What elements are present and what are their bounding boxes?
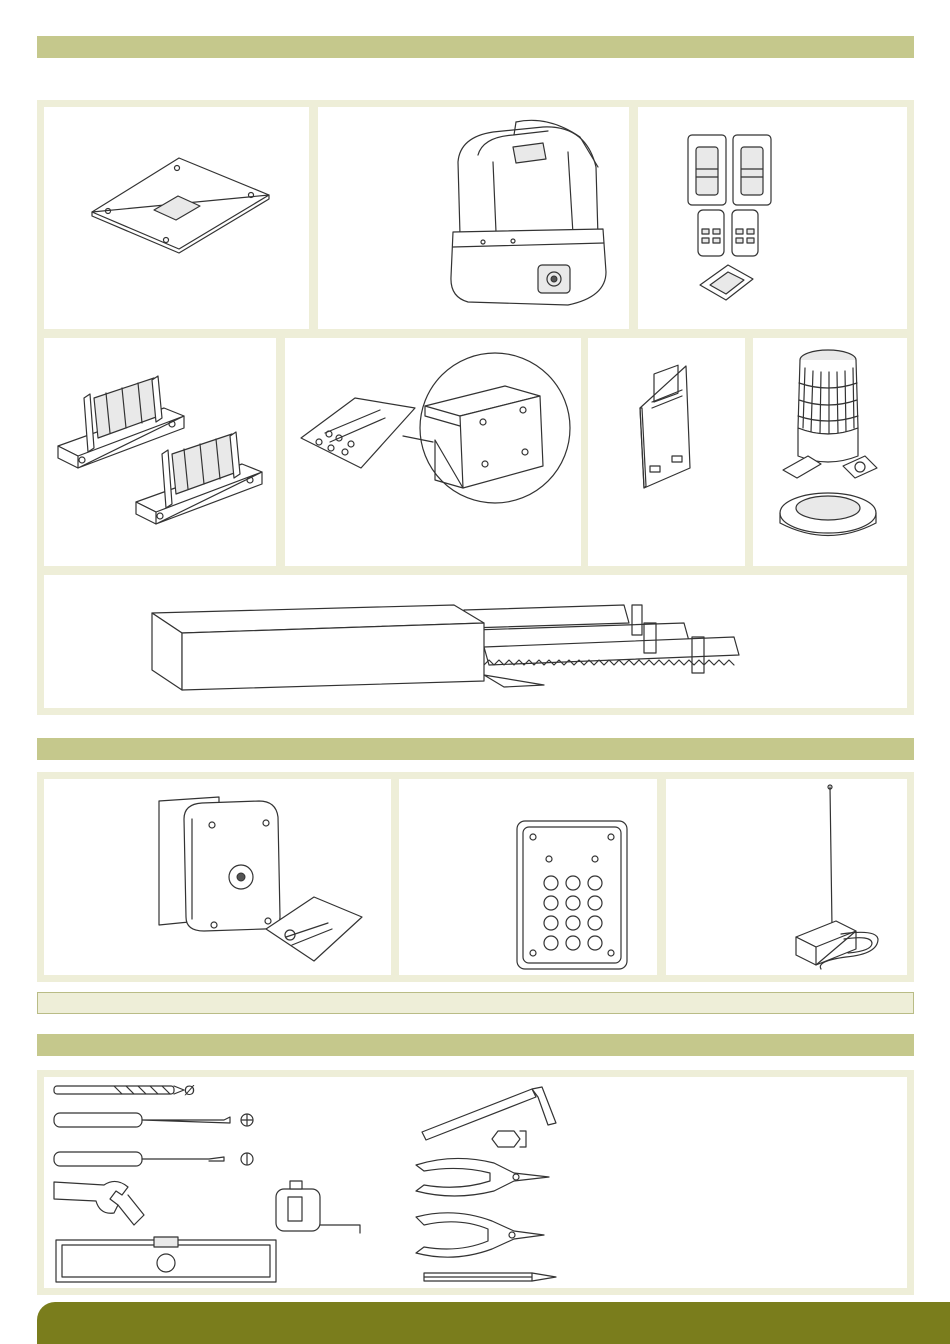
cell-photocells-remotes bbox=[638, 107, 907, 329]
cell-key-selector bbox=[44, 779, 391, 975]
flashing-lamp-illustration bbox=[753, 338, 907, 566]
cell-gear-racks bbox=[44, 575, 907, 708]
cell-rack-fixing-bracket bbox=[285, 338, 581, 566]
accessories-panel bbox=[37, 772, 914, 982]
accessories-header-bar bbox=[37, 738, 914, 760]
digital-keypad-illustration bbox=[399, 779, 657, 975]
tools-panel bbox=[37, 1070, 914, 1295]
cell-base-plate bbox=[44, 107, 309, 329]
drill-diameter-symbol: Ø bbox=[184, 1082, 195, 1098]
photocells-remotes-illustration bbox=[638, 107, 907, 329]
long-nose-pliers-icon bbox=[416, 1213, 544, 1257]
antenna-illustration bbox=[666, 779, 907, 975]
wire-cutter-icon bbox=[416, 1158, 549, 1196]
cell-instruction-manual bbox=[588, 338, 745, 566]
footer-bar bbox=[37, 1302, 950, 1344]
wrench-icon bbox=[54, 1181, 144, 1225]
cell-tools bbox=[44, 1077, 907, 1288]
drill-bit-icon bbox=[54, 1086, 184, 1094]
key-selector-illustration bbox=[44, 779, 391, 975]
cell-mounting-brackets bbox=[44, 338, 276, 566]
allen-key-icon bbox=[422, 1087, 556, 1147]
tools-illustration bbox=[44, 1077, 907, 1288]
rack-fixing-bracket-illustration bbox=[285, 338, 581, 566]
gear-racks-illustration bbox=[44, 575, 907, 708]
mounting-brackets-illustration bbox=[44, 338, 276, 566]
instruction-manual-illustration bbox=[588, 338, 745, 566]
pencil-icon bbox=[424, 1273, 556, 1281]
package-contents-header-bar bbox=[37, 36, 914, 58]
gate-motor-illustration bbox=[318, 107, 629, 329]
base-plate-illustration bbox=[44, 107, 309, 329]
spirit-level-icon bbox=[56, 1237, 276, 1282]
accessories-note-bar bbox=[37, 992, 914, 1014]
flat-screwdriver-icon bbox=[54, 1152, 253, 1166]
package-contents-panel bbox=[37, 100, 914, 715]
phillips-screwdriver-icon bbox=[54, 1113, 253, 1127]
cell-flashing-lamp bbox=[753, 338, 907, 566]
cell-gate-motor bbox=[318, 107, 629, 329]
tape-measure-icon bbox=[276, 1181, 360, 1233]
cell-digital-keypad bbox=[399, 779, 657, 975]
tools-header-bar bbox=[37, 1034, 914, 1056]
cell-antenna bbox=[666, 779, 907, 975]
